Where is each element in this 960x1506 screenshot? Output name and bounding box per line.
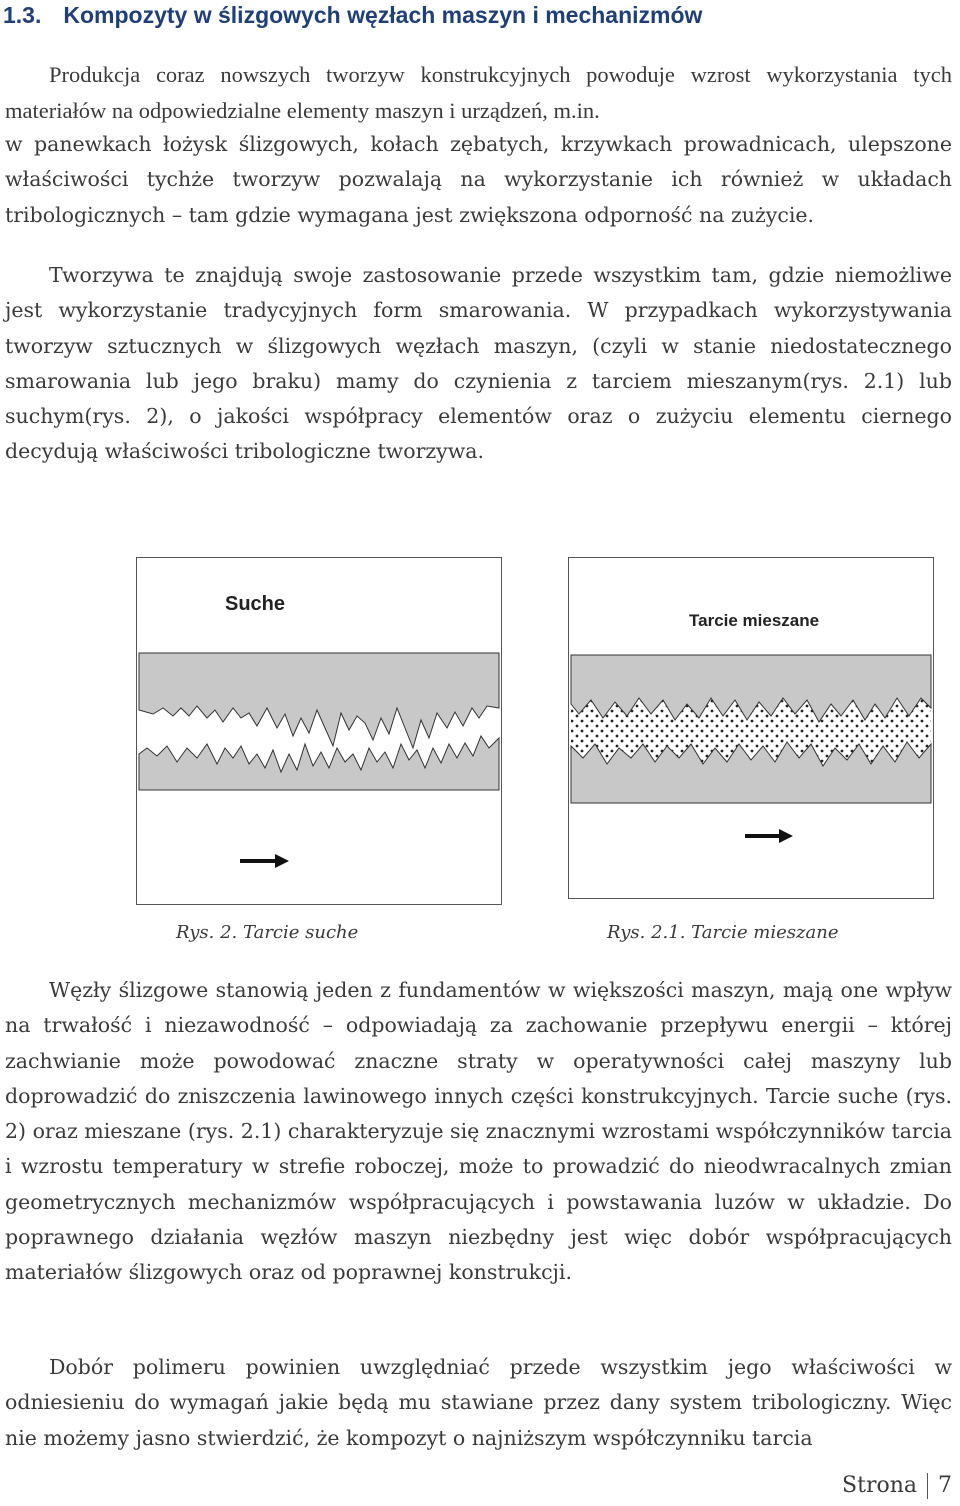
paragraph-4: Dobór polimeru powinien uwzględniać przede wszystkim jego właściwości w odniesieniu do wymagań jakie będą mu stawiane przez dany system tribologiczny. Więc nie możemy jasno stwierdzić, że kompozyt o najniższym współczynniku tarcia — [5, 1355, 952, 1450]
page-number: 7 — [938, 1473, 952, 1498]
figure-2-label: Tarcie mieszane — [689, 611, 820, 630]
section-title: Kompozyty w ślizgowych węzłach maszyn i mechanizmów — [63, 2, 703, 28]
lower-surface — [139, 736, 499, 790]
page-footer — [842, 1473, 952, 1499]
figure-dry-friction — [136, 557, 502, 905]
footer-label: Strona — [842, 1473, 917, 1498]
figure-1-label: Suche — [225, 593, 286, 615]
paragraph-1-continued — [5, 127, 952, 233]
section-number: 1.3. — [3, 2, 42, 28]
direction-arrow-icon — [240, 854, 289, 868]
upper-surface — [139, 653, 499, 748]
paragraph-3: Węzły ślizgowe stanowią jeden z fundamentów w większości maszyn, mają one wpływ na trwałość i niezawodność – odpowiadają za zachowanie przepływu energii – której zachwianie może powodować znaczne straty w operatywności całej maszyny lub doprowadzić do zniszczenia lawinowego innych części konstrukcyjnych. Tarcie suche (rys. 2) oraz mieszane (rys. 2.1) charakteryzuje się znacznymi wzrostami współczynników tarcia i wzrostu temperatury w strefie roboczej, może to prowadzić do nieodwracalnych zmian geometrycznych mechanizmów współpracujących i powstawania luzów w układzie. Do poprawnego działania węzłów maszyn niezbędny jest więc dobór współpracujących materiałów ślizgowych oraz od poprawnej konstrukcji. — [5, 978, 952, 1285]
paragraph-1-rest: w panewkach łożysk ślizgowych, kołach zębatych, krzywkach prowadnicach, ulepszone właściwości tychże tworzyw pozwalają na wykorzystanie ich również w układach tribologicznych – tam gdzie wymagana jest zwiększona odporność na zużycie. — [5, 132, 952, 227]
dry-friction-diagram — [137, 558, 501, 904]
section-heading — [3, 0, 702, 30]
figure-1-caption: Rys. 2. Tarcie suche — [176, 922, 359, 943]
figure-2-caption: Rys. 2.1. Tarcie mieszane — [607, 922, 839, 943]
mixed-friction-diagram — [569, 558, 933, 898]
footer-divider — [927, 1473, 928, 1499]
figure-mixed-friction — [568, 557, 934, 899]
paragraph-1 — [5, 57, 952, 128]
paragraph-1-text: Produkcja coraz nowszych tworzyw konstrukcyjnych powoduje wzrost wykorzystania tych materiałów na odpowiedzialne elementy maszyn i urządzeń, m.in. — [5, 62, 952, 123]
direction-arrow-icon — [745, 829, 793, 843]
paragraph-2: Tworzywa te znajdują swoje zastosowanie przede wszystkim tam, gdzie niemożliwe jest wykorzystanie tradycyjnych form smarowania. W przypadkach wykorzystywania tworzyw sztucznych w ślizgowych węzłach maszyn, (czyli w stanie niedostatecznego smarowania lub jego braku) mamy do czynienia z tarciem mieszanym(rys. 2.1) lub suchym(rys. 2), o jakości współpracy elementów oraz o zużyciu elementu ciernego decydują właściwości tribologiczne tworzywa. — [5, 263, 952, 464]
